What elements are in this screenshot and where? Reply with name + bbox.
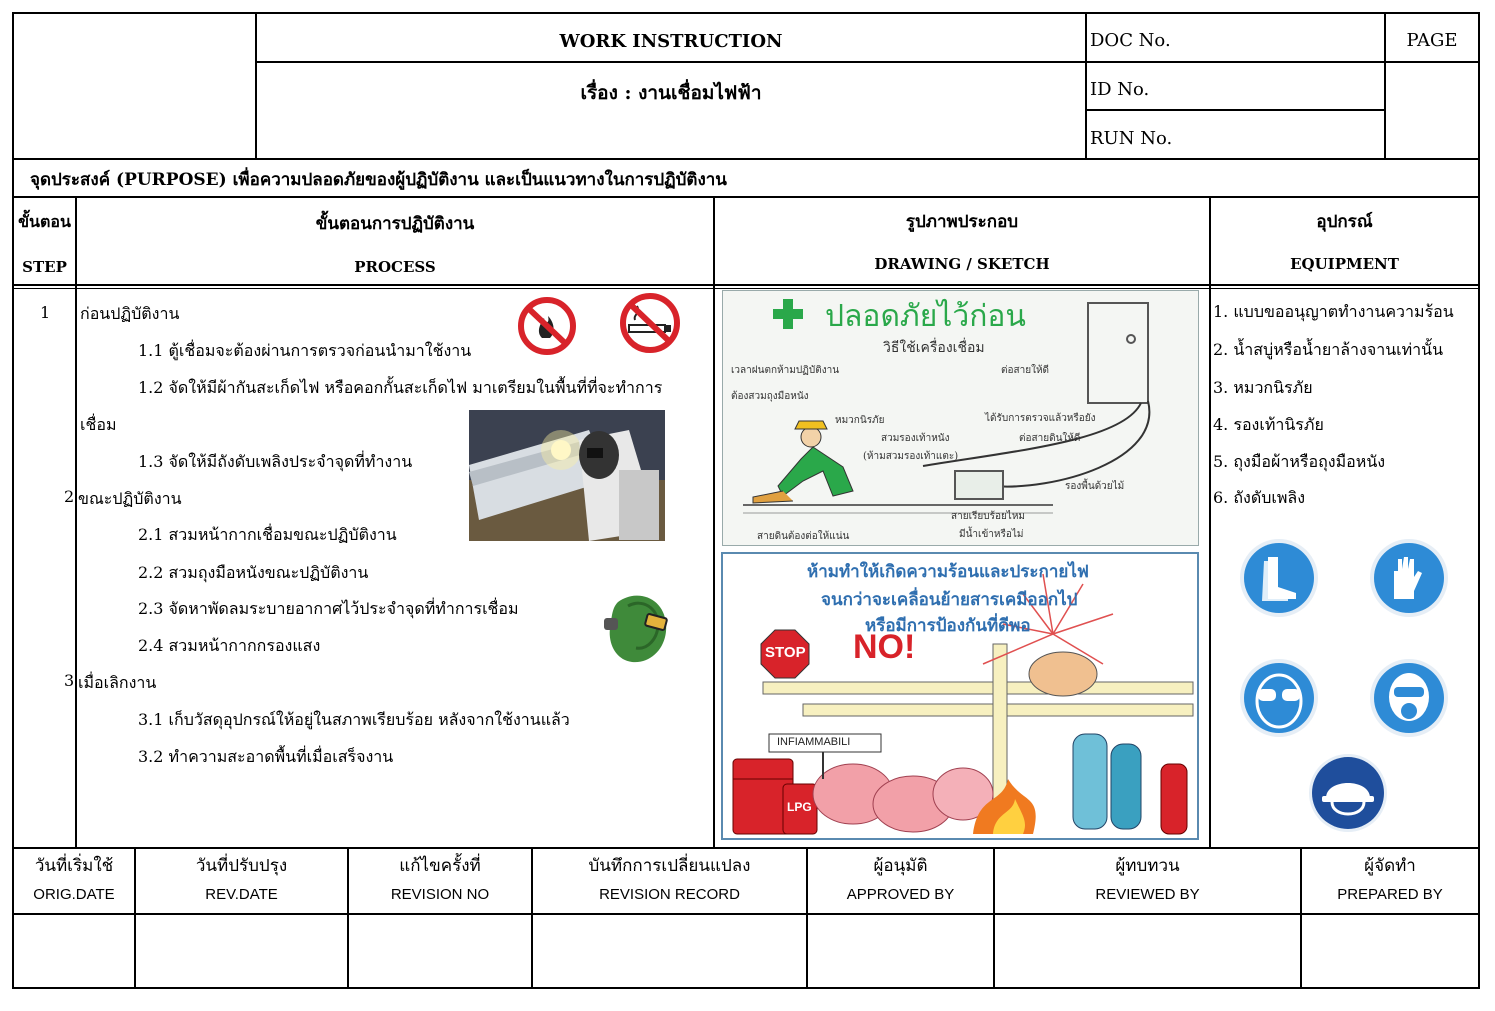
step-number: 1 (40, 303, 51, 322)
sketch-label: สวมรองเท้าหนัง (881, 433, 950, 444)
process-line: 2.4 สวมหน้ากากกรองแสง (138, 636, 321, 655)
inflammable-label: INFIAMMABILI (777, 736, 851, 748)
sketch-title: ปลอดภัยไว้ก่อน (825, 299, 1026, 334)
process-line: 2.3 จัดหาพัดลมระบายอากาศไว้ประจำจุดที่ทำการเชื่อม (138, 599, 519, 618)
sketch-label: สายดินต้องต่อให้แน่น (757, 531, 850, 542)
hot-work-warning-sketch (721, 552, 1199, 840)
footer-revision-no-en: REVISION NO (390, 886, 490, 903)
run-no-label: RUN No. (1090, 128, 1173, 149)
col-equipment-th: อุปกรณ์ (1316, 212, 1373, 232)
welding-safety-sketch (722, 290, 1199, 546)
footer-reviewed-en: REVIEWED BY (1095, 886, 1200, 903)
col-process-en: PROCESS (354, 258, 436, 276)
footer-rev-date-en: REV.DATE (205, 886, 278, 903)
footer-revision-record-en: REVISION RECORD (599, 886, 740, 903)
footer-prepared-th: ผู้จัดทำ (1364, 856, 1416, 875)
purpose-text: จุดประสงค์ (PURPOSE) เพื่อความปลอดภัยของผู้ปฏิบัติงาน และเป็นแนวทางในการปฏิบัติงาน (30, 170, 727, 190)
warning-line-2: จนกว่าจะเคลื่อนย้ายสารเคมีออกไป (821, 590, 1078, 610)
process-line: 2.2 สวมถุงมือหนังขณะปฏิบัติงาน (138, 563, 369, 582)
doc-title: WORK INSTRUCTION (559, 31, 783, 52)
col-drawing-th: รูปภาพประกอบ (905, 212, 1019, 232)
process-line: 1.2 จัดให้มีผ้ากันสะเก็ดไฟ หรือคอกกั้นสะเก็ดไฟ มาเตรียมในพื้นที่ที่จะทำการ (138, 378, 663, 397)
no-label: NO! (853, 628, 916, 666)
lpg-label: LPG (787, 800, 812, 814)
doc-no-label: DOC No. (1090, 30, 1171, 51)
warning-line-3: หรือมีการป้องกันที่ดีพอ (865, 616, 1031, 636)
process-line: 2.1 สวมหน้ากากเชื่อมขณะปฏิบัติงาน (138, 525, 397, 544)
col-step-en: STEP (22, 258, 67, 276)
footer-approved-th: ผู้อนุมัติ (873, 856, 928, 875)
sketch-label: ต่อสายให้ดี (1001, 365, 1050, 376)
sketch-subtitle: วิธีใช้เครื่องเชื่อม (883, 340, 985, 356)
hardhat-icon (1300, 752, 1396, 834)
sketch-label: หมวกนิรภัย (835, 415, 885, 426)
col-process-th: ขั้นตอนการปฏิบัติงาน (315, 214, 475, 234)
col-step-th: ขั้นตอน (18, 212, 71, 231)
gloves-icon (1368, 537, 1450, 619)
doc-subject: เรื่อง : งานเชื่อมไฟฟ้า (580, 82, 762, 104)
no-fire-icon (514, 296, 580, 356)
footer-approved-en: APPROVED BY (846, 886, 955, 903)
sketch-label: ต้องสวมถุงมือหนัง (731, 391, 809, 402)
sketch-label: รองพื้นด้วยไม้ (1065, 481, 1125, 492)
equipment-item: 6. ถังดับเพลิง (1213, 488, 1306, 507)
step-title: ขณะปฏิบัติงาน (78, 489, 182, 508)
stop-sign: STOP (765, 644, 806, 661)
process-line: เชื่อม (80, 415, 117, 434)
equipment-item: 2. น้ำสบู่หรือน้ำยาล้างจานเท่านั้น (1213, 340, 1443, 359)
step-title: เมื่อเลิกงาน (78, 673, 157, 692)
process-line: 3.2 ทำความสะอาดพื้นที่เมื่อเสร็จงาน (138, 747, 394, 766)
equipment-item: 4. รองเท้านิรภัย (1213, 415, 1324, 434)
sketch-label: มีน้ำเข้าหรือไม่ (959, 529, 1024, 540)
equipment-item: 1. แบบขออนุญาตทำงานความร้อน (1213, 302, 1454, 321)
step-number: 3 (64, 671, 75, 690)
no-smoking-icon (615, 292, 685, 354)
footer-reviewed-th: ผู้ทบทวน (1115, 856, 1180, 875)
respirator-icon (1368, 657, 1450, 739)
col-equipment-en: EQUIPMENT (1290, 255, 1399, 273)
footer-revision-record-th: บันทึกการเปลี่ยนแปลง (588, 856, 751, 875)
welding-helmet-icon (598, 588, 678, 668)
welder-photo (469, 410, 665, 541)
id-no-label: ID No. (1090, 79, 1150, 100)
page-label: PAGE (1406, 30, 1458, 51)
warning-line-1: ห้ามทำให้เกิดความร้อนและประกายไฟ (807, 562, 1089, 582)
equipment-item: 3. หมวกนิรภัย (1213, 378, 1313, 397)
step-number: 2 (64, 487, 75, 506)
equipment-item: 5. ถุงมือผ้าหรือถุงมือหนัง (1213, 452, 1386, 471)
footer-rev-date-th: วันที่ปรับปรุง (195, 856, 288, 875)
footer-orig-date-th: วันที่เริ่มใช้ (34, 856, 114, 875)
sketch-label: ได้รับการตรวจแล้วหรือยัง (985, 413, 1096, 424)
step-title: ก่อนปฏิบัติงาน (80, 304, 180, 323)
process-line: 1.3 จัดให้มีถังดับเพลิงประจำจุดที่ทำงาน (138, 452, 413, 471)
sketch-label: ต่อสายดินให้ดี (1019, 433, 1081, 444)
col-drawing-en: DRAWING / SKETCH (874, 255, 1050, 273)
process-line: 3.1 เก็บวัสดุอุปกรณ์ให้อยู่ในสภาพเรียบร้อย หลังจากใช้งานแล้ว (138, 710, 570, 729)
process-line: 1.1 ตู้เชื่อมจะต้องผ่านการตรวจก่อนนำมาใช้งาน (138, 341, 472, 360)
footer-orig-date-en: ORIG.DATE (33, 886, 115, 903)
sketch-label: (ห้ามสวมรองเท้าแตะ) (863, 451, 959, 462)
sketch-label: สายเรียบร้อยไหม (951, 511, 1026, 522)
goggles-icon (1238, 657, 1320, 739)
footer-prepared-en: PREPARED BY (1337, 886, 1443, 903)
sketch-label: เวลาฝนตกห้ามปฏิบัติงาน (731, 365, 840, 376)
footer-revision-no-th: แก้ไขครั้งที่ (399, 856, 481, 875)
boots-icon (1238, 537, 1320, 619)
